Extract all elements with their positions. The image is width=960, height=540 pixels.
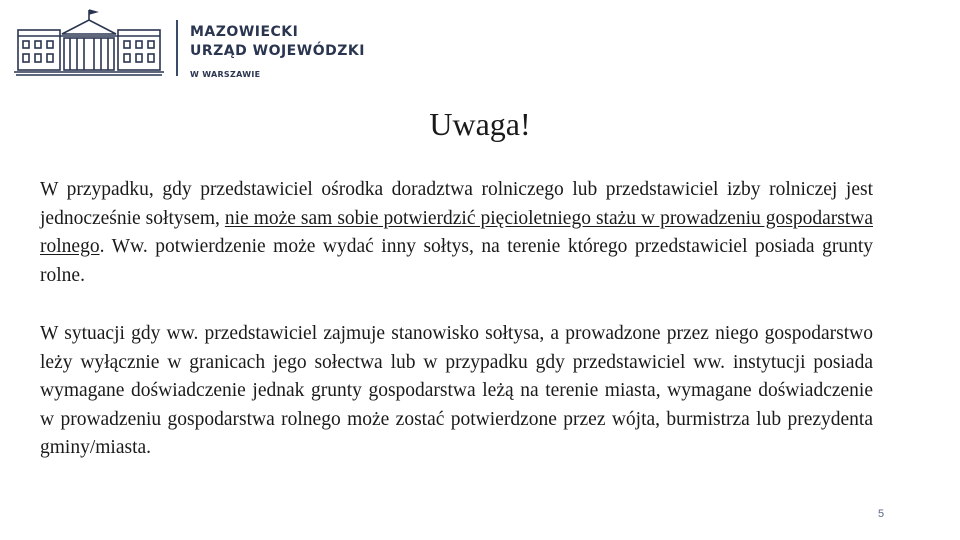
slide-title [0, 106, 960, 143]
paragraph-1-part-2: . Ww. potwierdzenie może wydać inny sołtys, na terenie którego przedstawiciel posiada grunty rolne. [40, 236, 873, 286]
paragraph-1-part-1: W przypadku, gdy przedstawiciel ośrodka doradztwa rolniczego lub przedstawiciel izby rolniczej jest jednocześnie sołtysem, [40, 179, 873, 229]
logo-line-2: URZĄD WOJEWÓDZKI [190, 43, 365, 59]
building-icon [14, 8, 164, 78]
logo-text [190, 23, 365, 80]
page-number: 5 [878, 508, 885, 520]
paragraph-1 [40, 176, 873, 290]
logo-divider [176, 20, 178, 76]
paragraph-1-underlined: nie może sam sobie potwierdzić pięcioletniego stażu w prowadzeniu gospodarstwa rolnego [40, 207, 873, 257]
logo-line-1: MAZOWIECKI [190, 24, 299, 40]
logo-line-3: W WARSZAWIE [190, 70, 261, 79]
slide-title-text: Uwaga! [429, 106, 531, 142]
logo [14, 8, 164, 78]
paragraph-2: W sytuacji gdy ww. przedstawiciel zajmuje stanowisko sołtysa, a prowadzone przez niego gospodarstwo leży wyłącznie w granicach jego sołectwa lub w przypadku gdy przedstawiciel ww. instytucji posiada wymagane doświadczenie jednak grunty gospodarstwa leżą na terenie miasta, wymagane doświadczenie w prowadzeniu gospodarstwa rolnego może zostać potwierdzone przez wójta, burmistrza lub prezydenta gminy/miasta. [40, 323, 873, 458]
